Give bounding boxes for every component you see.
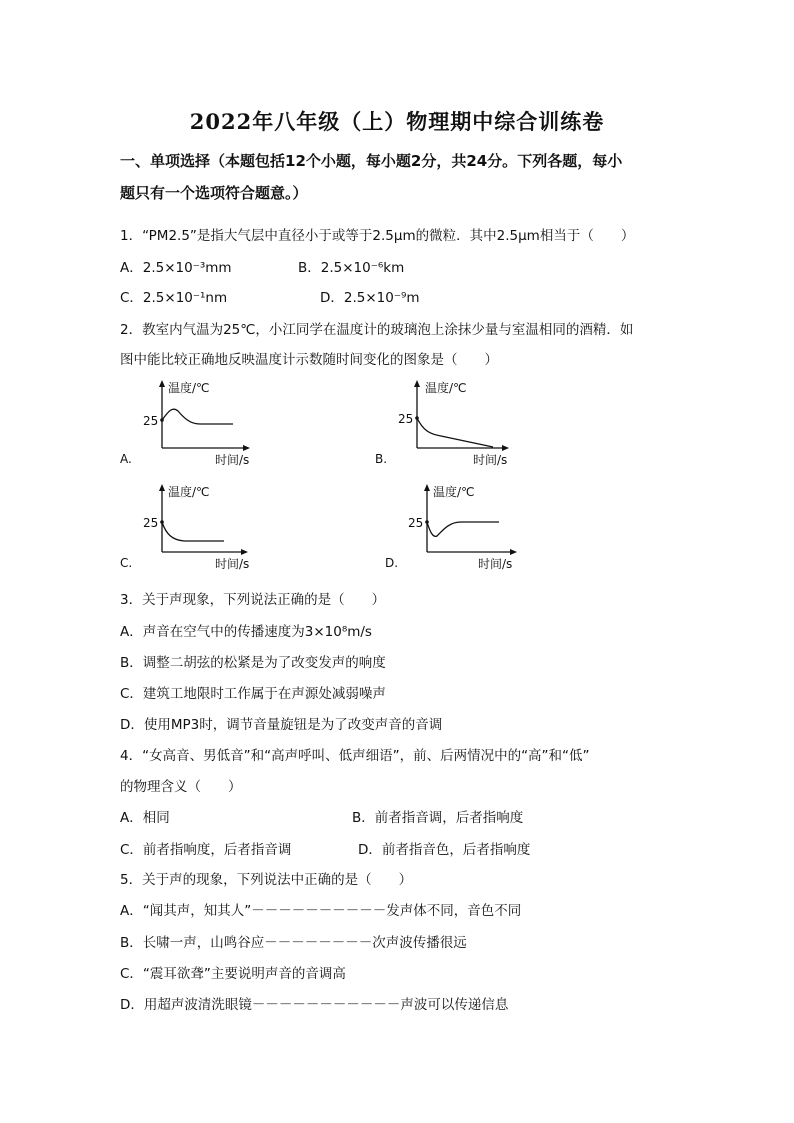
q3-stem: 3．关于声现象，下列说法正确的是（ ） <box>120 592 386 608</box>
q4-option-d: D．前者指音色，后者指响度 <box>358 842 531 858</box>
q2-graph-a <box>140 378 270 468</box>
q2-graph-b-tick: 25 <box>398 412 414 426</box>
q4-stem-line2: 的物理含义（ ） <box>120 779 242 795</box>
q2-graph-a-yarrow <box>159 380 165 387</box>
q2-graph-c-ylabel: 温度/℃ <box>168 485 210 499</box>
q2-graph-a-xlabel: 时间/s <box>215 453 250 467</box>
q5-stem: 5．关于声的现象，下列说法中正确的是（ ） <box>120 872 413 888</box>
page-title: 2022年八年级（上）物理期中综合训练卷 <box>189 109 605 134</box>
q5-option-b: B．长啸一声，山鸣谷应－－－－－－－－次声波传播很远 <box>120 935 467 951</box>
q5-option-d: D．用超声波清洗眼镜－－－－－－－－－－－声波可以传递信息 <box>120 997 509 1013</box>
q2-graph-a-option: A. <box>120 452 132 466</box>
q2-graph-a-curve <box>162 409 233 424</box>
q2-graph-b-ylabel: 温度/℃ <box>425 381 467 395</box>
q4-option-b: B．前者指音调，后者指响度 <box>352 810 524 826</box>
q2-graph-b-option: B. <box>375 452 388 466</box>
q2-stem-line2: 图中能比较正确地反映温度计示数随时间变化的图象是（ ） <box>120 352 498 368</box>
q1-option-c: C．2.5×10⁻¹nm <box>120 290 228 306</box>
q4-option-c: C．前者指响度，后者指音调 <box>120 842 292 858</box>
q2-graph-c <box>140 482 270 572</box>
q2-graph-d <box>405 482 535 572</box>
q4-stem-line1: 4．“女高音、男低音”和“高声呼叫、低声细语”，前、后两情况中的“高”和“低” <box>120 748 590 764</box>
q3-option-c: C．建筑工地限时工作属于在声源处减弱噪声 <box>120 686 386 702</box>
q2-graph-c-option: C. <box>120 556 133 570</box>
q1-option-b: B．2.5×10⁻⁶km <box>298 260 405 276</box>
q2-graph-a-ylabel: 温度/℃ <box>168 381 210 395</box>
q2-graph-d-xlabel: 时间/s <box>478 557 513 571</box>
q1-option-a: A．2.5×10⁻³mm <box>120 260 232 276</box>
q1-option-d: D．2.5×10⁻⁹m <box>320 290 420 306</box>
q2-graph-c-tick: 25 <box>143 516 159 530</box>
q3-option-a: A．声音在空气中的传播速度为3×10⁸m/s <box>120 624 372 640</box>
q3-option-b: B．调整二胡弦的松紧是为了改变发声的响度 <box>120 655 386 671</box>
q1-stem: 1．“PM2.5”是指大气层中直径小于或等于2.5μm的微粒．其中2.5μm相当于（ ） <box>120 228 635 244</box>
q3-option-d: D．使用MP3时，调节音量旋钮是为了改变声音的音调 <box>120 717 443 733</box>
section-heading-line2: 题只有一个选项符合题意。） <box>120 184 308 202</box>
q2-graph-d-ylabel: 温度/℃ <box>433 485 475 499</box>
q2-graph-a-tick: 25 <box>143 414 159 428</box>
q2-graph-b-xlabel: 时间/s <box>473 453 508 467</box>
q2-graph-b-curve <box>417 418 493 447</box>
q2-graph-c-xlabel: 时间/s <box>215 557 250 571</box>
q5-option-c: C．“震耳欲聋”主要说明声音的音调高 <box>120 966 346 982</box>
q2-graph-c-curve <box>162 522 224 541</box>
q2-graph-a-xarrow <box>243 445 250 451</box>
section-heading-line1: 一、单项选择（本题包括12个小题，每小题2分，共24分。下列各题，每小 <box>120 152 623 170</box>
q4-option-a: A．相同 <box>120 810 170 826</box>
q2-graph-d-tick: 25 <box>408 516 424 530</box>
q2-graph-b <box>395 378 525 468</box>
q2-graph-d-curve <box>427 522 499 536</box>
q2-stem-line1: 2．教室内气温为25℃，小江同学在温度计的玻璃泡上涂抹少量与室温相同的酒精．如 <box>120 322 634 338</box>
q2-graph-d-option: D. <box>385 556 399 570</box>
q5-option-a: A．“闻其声，知其人”－－－－－－－－－－发声体不同，音色不同 <box>120 903 522 919</box>
